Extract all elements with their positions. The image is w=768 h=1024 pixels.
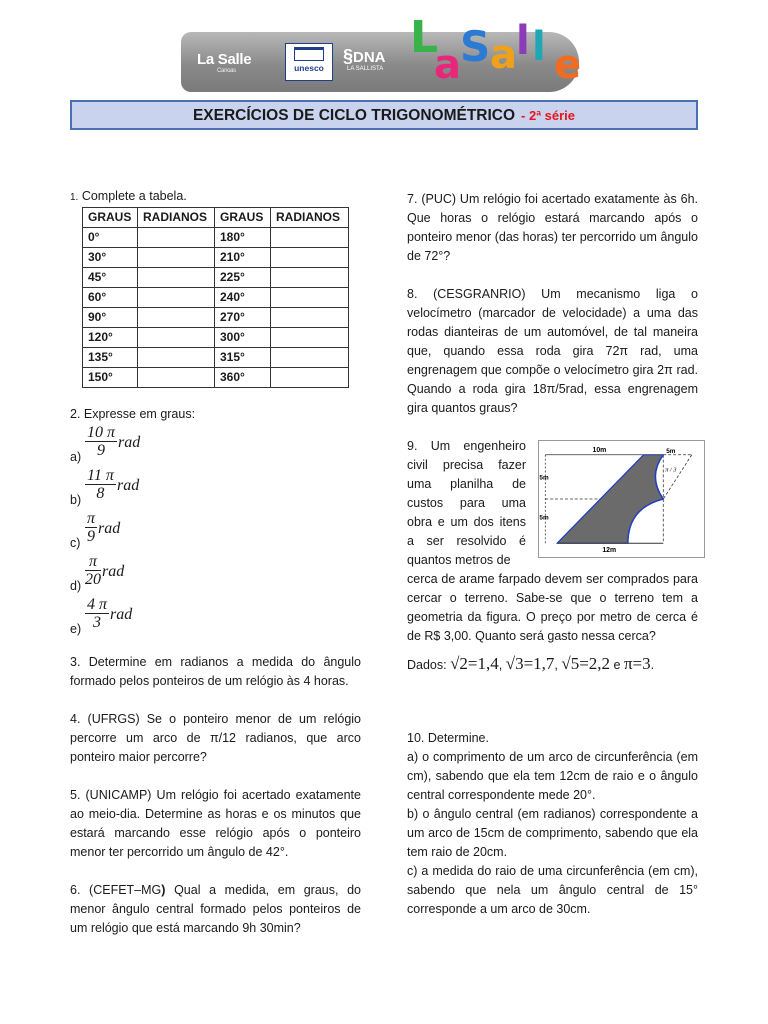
figure-label-left-bottom: 5m: [539, 514, 549, 522]
dados-separator: ,: [554, 658, 558, 672]
radians-cell: [271, 308, 349, 328]
left-column: [70, 187, 361, 938]
wordmark-letter: L: [410, 12, 439, 63]
table-row: [83, 368, 349, 388]
fraction-denominator: 8: [96, 485, 105, 502]
degrees-cell: 270°: [215, 308, 271, 328]
lasalle-logo: [197, 51, 252, 74]
degrees-cell: 240°: [215, 288, 271, 308]
wordmark-letter: e: [554, 42, 582, 88]
q10-title: 10. Determine.: [407, 731, 489, 745]
lasalle-colored-wordmark: [410, 12, 590, 100]
table-row: [83, 268, 349, 288]
dados-and: e: [613, 658, 621, 672]
q10-b: b) o ângulo central (em radianos) correspondente a um arco de 15cm de comprimento, sabendo que ela tem raio de 20cm.: [407, 807, 698, 859]
q8-text: 8. (CESGRANRIO) Um mecanismo liga o velocímetro (marcador de velocidade) a uma das rodas dianteiras de um automóvel, de tal maneira que, quando essa roda gira 72π rad, uma engrenagem que compõe o velocímetro gira 2π rad. Quando a roda gira 18π/5rad, essa engrenagem gira quantos graus?: [407, 287, 698, 415]
fraction-numerator: 10 π: [87, 424, 116, 441]
dados-label: Dados:: [407, 658, 447, 672]
dado-sqrt5: √5=2,2: [561, 654, 611, 673]
q6-source: 6. (CEFET–MG: [70, 883, 162, 897]
q2-item: [70, 553, 361, 596]
degrees-cell: 315°: [215, 348, 271, 368]
fraction-unit: rad: [110, 606, 133, 623]
table-header: GRAUS: [83, 208, 138, 228]
fraction-denominator: 20: [85, 571, 101, 588]
q9-dados: [407, 654, 698, 675]
dna-logo-text: DNA: [353, 49, 386, 66]
unesco-logo-text: unesco: [294, 63, 324, 73]
wordmark-letter: a: [434, 42, 461, 88]
dados-separator: ,: [498, 658, 503, 672]
radians-cell: [138, 328, 215, 348]
radians-cell: [138, 228, 215, 248]
fraction-unit: rad: [118, 434, 141, 451]
temple-icon: [294, 47, 324, 61]
degrees-cell: 225°: [215, 268, 271, 288]
right-column: [407, 190, 698, 919]
degrees-cell: 150°: [83, 368, 138, 388]
q7-text: 7. (PUC) Um relógio foi acertado exatamente às 6h. Que horas o relógio estará marcando após o ponteiro menor (das horas) ter percorrido um ângulo de 72°?: [407, 192, 698, 263]
wordmark-letter: l: [516, 18, 530, 64]
q2-item-label: b): [70, 493, 82, 507]
radians-cell: [138, 268, 215, 288]
fraction-numerator: π: [87, 510, 96, 527]
fraction-denominator: 3: [93, 614, 101, 631]
table-header: RADIANOS: [138, 208, 215, 228]
q10-c: c) a medida do raio de uma circunferência (em cm), sabendo que nela um ângulo central de 15° corresponde a um arco de 30cm.: [407, 864, 698, 916]
fraction: [85, 596, 109, 631]
figure-label-left-top: 5m: [539, 474, 549, 482]
q1-prompt: [70, 187, 361, 207]
page-title: EXERCÍCIOS DE CICLO TRIGONOMÉTRICO: [192, 107, 516, 124]
wordmark-letter: l: [532, 24, 546, 70]
radians-cell: [138, 248, 215, 268]
table-header: GRAUS: [215, 208, 271, 228]
fraction: [85, 553, 101, 588]
dna-helix-icon: §: [343, 46, 354, 66]
fraction-unit: rad: [102, 563, 125, 580]
fraction-numerator: π: [85, 553, 101, 571]
fraction-numerator: 11 π: [87, 467, 114, 484]
table-row: [83, 288, 349, 308]
q9-block: [407, 437, 698, 675]
figure-label-top: 10m: [592, 446, 607, 454]
degrees-cell: 135°: [83, 348, 138, 368]
q2-item: [70, 467, 361, 510]
table-row: [83, 228, 349, 248]
q2-prompt: 2. Expresse em graus:: [70, 407, 196, 421]
radians-cell: [138, 348, 215, 368]
q10-a: a) o comprimento de um arco de circunferência (em cm), sabendo que ela tem 12cm de raio e o ângulo central correspondente mede 20°.: [407, 750, 698, 802]
table-row: [83, 348, 349, 368]
degrees-cell: 30°: [83, 248, 138, 268]
wordmark-letter: a: [490, 32, 517, 78]
q9-side-text: 9. Um engenheiro civil precisa fazer uma planilha de custos para uma obra e um dos itens a ser resolvido é quantos metros de: [407, 439, 526, 567]
radians-cell: [271, 268, 349, 288]
q2-item-label: c): [70, 536, 81, 550]
q2-item: [70, 424, 361, 467]
radians-cell: [271, 328, 349, 348]
degrees-cell: 45°: [83, 268, 138, 288]
degrees-radians-table: [82, 207, 349, 388]
fraction-unit: rad: [117, 477, 140, 494]
fraction: [85, 467, 116, 502]
q2-item: [70, 596, 361, 639]
dna-logo: [343, 46, 386, 72]
q6-text: [70, 881, 361, 938]
dados-end: .: [650, 658, 655, 672]
q6-question: Qual a medida, em graus, do menor ângulo central formado pelos ponteiros de um relógio que está marcando 9h 30min?: [70, 883, 361, 935]
q1-number: 1.: [70, 192, 79, 203]
degrees-cell: 360°: [215, 368, 271, 388]
fraction-denominator: 9: [87, 528, 95, 545]
q9-text: cerca de arame farpado devem ser comprados para cercar o terreno. Sabe-se que o terreno tem a geometria da figura. O preço por metro de cerca é de R$ 3,00. Quanto será gasto nessa cerca?: [407, 572, 698, 643]
fraction-numerator: 4 π: [87, 596, 108, 613]
table-header: RADIANOS: [271, 208, 349, 228]
fraction-denominator: 9: [97, 442, 105, 459]
degrees-cell: 0°: [83, 228, 138, 248]
q2-item-label: a): [70, 450, 82, 464]
q2-item-label: e): [70, 622, 82, 636]
table-header-row: [83, 208, 349, 228]
q2-items: [70, 424, 361, 639]
q4-text: 4. (UFRGS) Se o ponteiro menor de um relógio percorre um arco de π/12 radianos, que arco ponteiro maior percorre?: [70, 712, 361, 764]
radians-cell: [271, 228, 349, 248]
degrees-cell: 60°: [83, 288, 138, 308]
radians-cell: [138, 288, 215, 308]
radians-cell: [271, 288, 349, 308]
table-row: [83, 248, 349, 268]
dado-sqrt2: √2=1,4: [450, 654, 499, 673]
radians-cell: [138, 308, 215, 328]
q3-text: 3. Determine em radianos a medida do ângulo formado pelos ponteiros de um relógio às 4 horas.: [70, 655, 361, 688]
radians-cell: [271, 348, 349, 368]
unesco-logo: [285, 43, 333, 81]
degrees-cell: 210°: [215, 248, 271, 268]
fraction: [85, 510, 97, 545]
q2-item: [70, 510, 361, 553]
figure-label-angle: π / 3: [665, 466, 677, 474]
radians-cell: [271, 248, 349, 268]
degrees-cell: 90°: [83, 308, 138, 328]
degrees-cell: 120°: [83, 328, 138, 348]
fraction: [85, 424, 117, 459]
page-title-bar: [70, 100, 698, 130]
figure-label-corner: 5m: [666, 447, 676, 455]
figure-label-bottom: 12m: [602, 547, 617, 555]
radians-cell: [271, 368, 349, 388]
wordmark-letter: S: [460, 22, 491, 71]
fraction-unit: rad: [98, 520, 121, 537]
dado-sqrt3: √3=1,7: [505, 654, 555, 673]
table-row: [83, 328, 349, 348]
q6-paren: ): [161, 883, 166, 897]
degrees-cell: 180°: [215, 228, 271, 248]
dado-pi: π=3: [623, 654, 651, 673]
figure-diagonal-guide: [663, 455, 692, 499]
table-row: [83, 308, 349, 328]
q1-prompt-text: Complete a tabela.: [81, 189, 187, 203]
lasalle-logo-sub: Canoas: [217, 68, 236, 74]
terrain-shape: [557, 455, 663, 543]
terrain-figure: [538, 440, 705, 558]
q10-block: [407, 729, 698, 919]
degrees-cell: 300°: [215, 328, 271, 348]
dna-logo-sub: LA SALLISTA: [347, 66, 384, 72]
q5-text: 5. (UNICAMP) Um relógio foi acertado exatamente ao meio-dia. Determine as horas e os minutos que estará marcando esse relógio após o ponteiro menor ter percorrido um ângulo de 42°.: [70, 788, 361, 859]
page-subtitle: - 2ª série: [521, 108, 576, 123]
lasalle-logo-text: La Salle: [197, 51, 252, 68]
q2-item-label: d): [70, 579, 82, 593]
radians-cell: [138, 368, 215, 388]
